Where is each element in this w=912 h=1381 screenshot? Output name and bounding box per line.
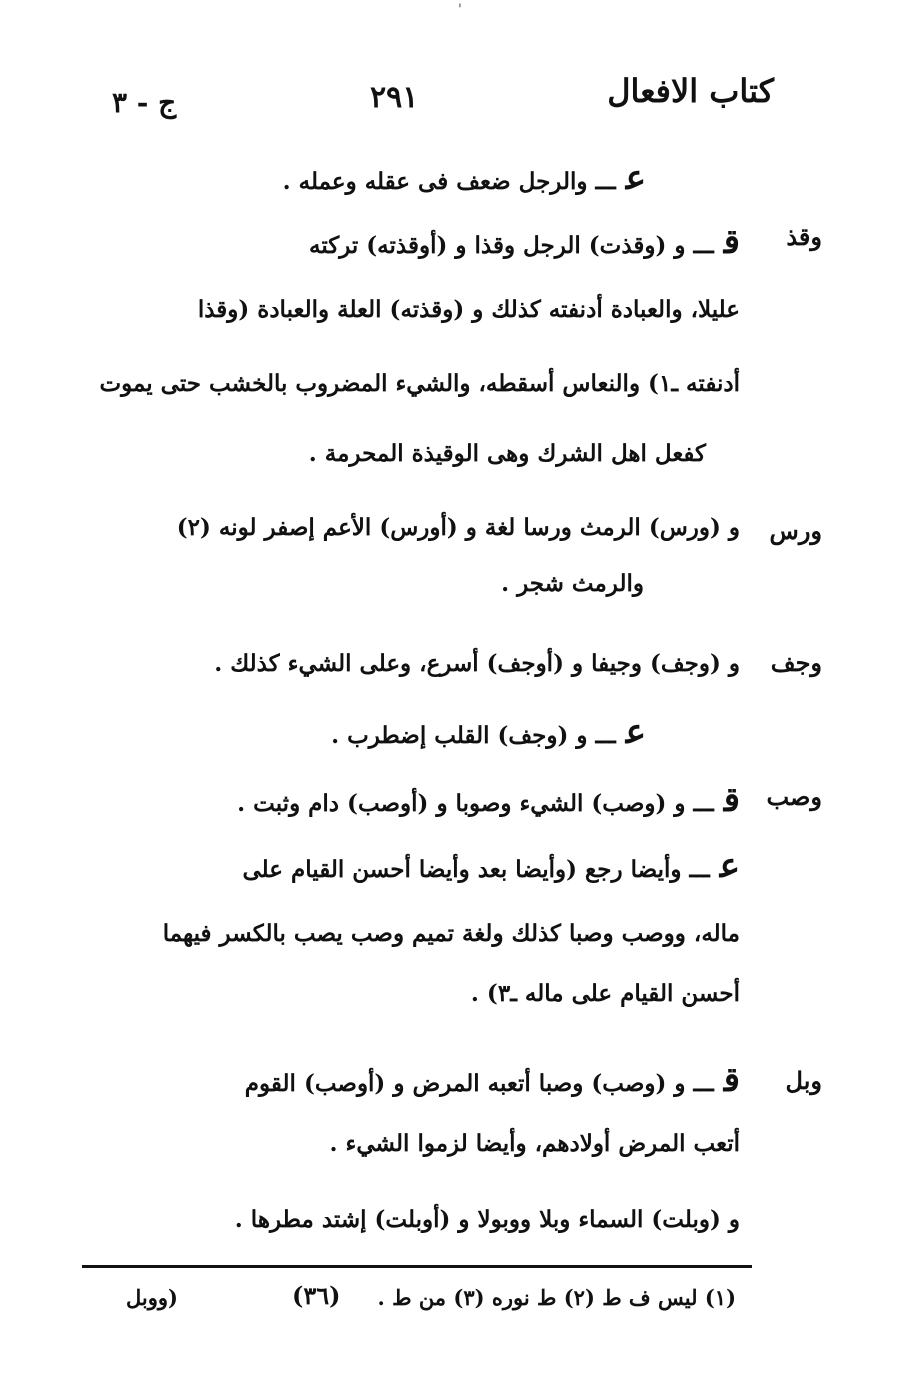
line-text: ماله، ووصب وصبا كذلك ولغة تميم وصب يصب بالكسر فيهما xyxy=(162,920,740,947)
line-text: أدنفته ـ١) والنعاس أسقطه، والشيء المضروب بالخشب حتى يموت xyxy=(99,370,740,397)
text-line xyxy=(60,980,740,1007)
text-line xyxy=(60,370,740,397)
headword: وصب xyxy=(766,782,822,811)
text-line xyxy=(46,158,646,198)
entry-marker: ع xyxy=(625,712,646,752)
entry-marker: ق xyxy=(723,780,740,820)
line-text: أحسن القيام على ماله ـ٣) . xyxy=(470,980,740,1007)
line-text: ـــ و (وصب) وصبا أتعبه المرض و (أوصب) القوم xyxy=(244,1070,714,1097)
entry-marker: ع xyxy=(719,846,740,886)
headword: وجف xyxy=(770,648,822,677)
text-line xyxy=(60,222,740,262)
headword: ورس xyxy=(769,516,822,545)
headword: وقذ xyxy=(786,222,822,251)
line-text: والرمث شجر . xyxy=(501,570,644,597)
line-text: عليلا، والعبادة أدنفته كذلك و (وقذته) العلة والعبادة (وقذا xyxy=(197,296,740,323)
book-title: كتاب الافعال xyxy=(607,72,774,110)
text-line xyxy=(60,1206,740,1233)
catchword: (ووبل xyxy=(126,1285,178,1310)
text-line xyxy=(60,514,740,541)
page-label: (٣٦) xyxy=(292,1281,341,1310)
text-line xyxy=(60,846,740,886)
line-text: كفعل اهل الشرك وهى الوقيذة المحرمة . xyxy=(308,440,706,467)
headword: وبل xyxy=(785,1066,822,1095)
entry-marker: ق xyxy=(723,222,740,262)
text-line xyxy=(46,712,646,752)
text-line xyxy=(60,1130,740,1157)
text-line xyxy=(60,650,740,677)
line-text: ـــ و (وقذت) الرجل وقذا و (أوقذته) تركته xyxy=(308,232,714,259)
entry-marker: ع xyxy=(625,158,646,198)
line-text: ـــ وأيضا رجع (وأيضا بعد وأيضا أحسن القيام على xyxy=(242,856,710,883)
line-text: ـــ والرجل ضعف فى عقله وعمله . xyxy=(282,168,616,195)
line-text: أتعب المرض أولادهم، وأيضا لزموا الشيء . xyxy=(329,1130,740,1157)
text-line xyxy=(60,780,740,820)
footnote-divider xyxy=(82,1265,752,1268)
line-text: و (وبلت) السماء وبلا ووبولا و (أوبلت) إشتد مطرها . xyxy=(234,1206,740,1233)
text-line xyxy=(60,920,740,947)
text-line xyxy=(106,440,706,467)
page-number: ٢٩١ xyxy=(370,80,419,115)
text-line xyxy=(244,570,644,597)
footnotes: (١) ليس ف ط (٢) ط نوره (٣) من ط . xyxy=(377,1285,736,1310)
text-line xyxy=(60,1060,740,1100)
page-mark: ' xyxy=(458,2,462,18)
entry-marker: ق xyxy=(723,1060,740,1100)
text-line xyxy=(60,296,740,323)
line-text: و (ورس) الرمث ورسا لغة و (أورس) الأعم إصفر لونه (٢) xyxy=(176,514,740,541)
line-text: و (وجف) وجيفا و (أوجف) أسرع، وعلى الشيء كذلك . xyxy=(214,650,740,677)
line-text: ـــ و (وجف) القلب إضطرب . xyxy=(331,722,616,749)
line-text: ـــ و (وصب) الشيء وصوبا و (أوصب) دام وثبت . xyxy=(237,790,714,817)
volume-part: ج - ٣ xyxy=(112,86,177,119)
